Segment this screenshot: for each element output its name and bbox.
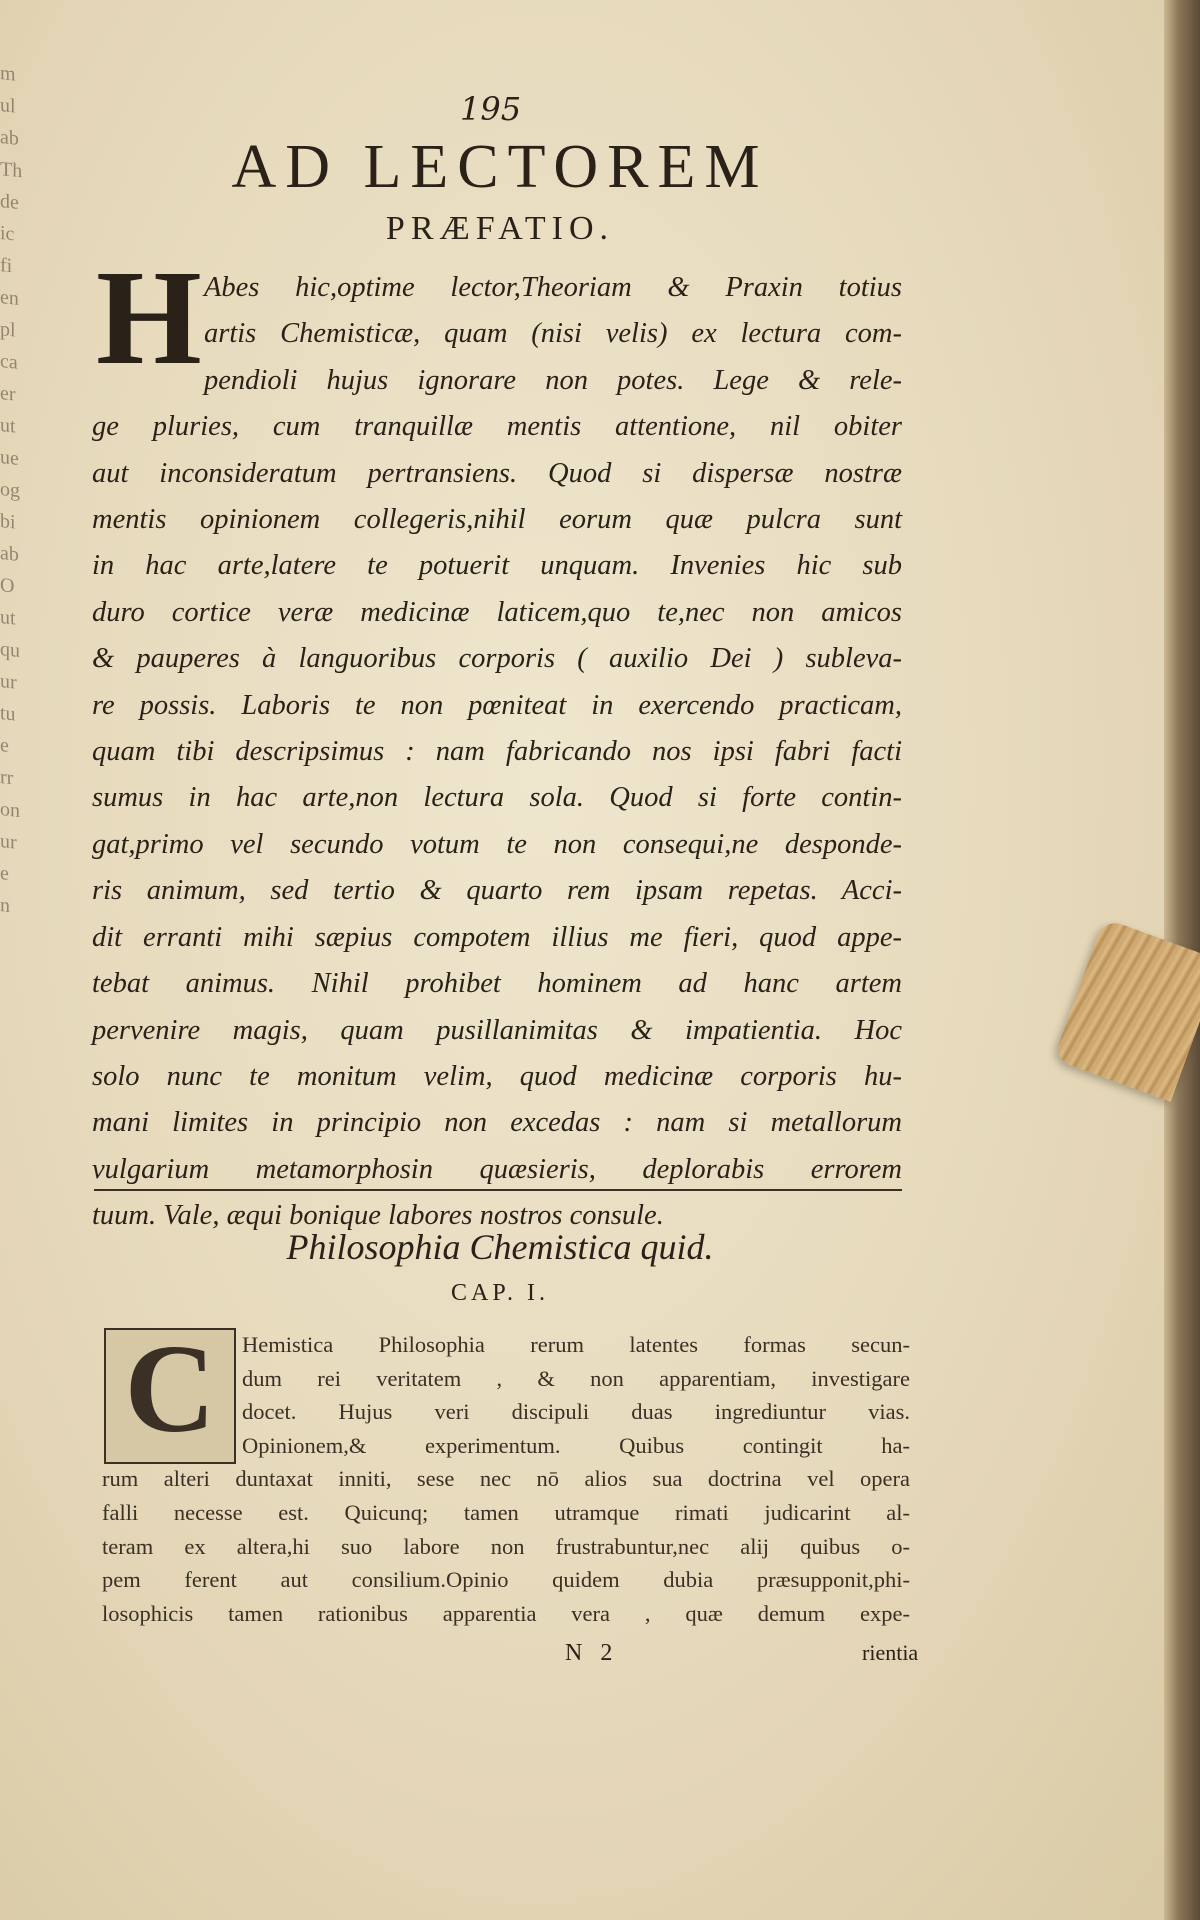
preface-line: mentis opinionem collegeris,nihil eorum quæ pulcra sunt	[92, 504, 902, 536]
preface-line: sumus in hac arte,non lectura sola. Quod si forte contin-	[92, 782, 902, 814]
chapter-line: Hemistica Philosophia rerum latentes formas secun-	[242, 1332, 910, 1357]
preface-text	[92, 265, 902, 1240]
page-subtitle: PRÆFATIO.	[385, 210, 615, 247]
ornamental-initial-letter: C	[124, 1320, 216, 1459]
signature-mark: N 2	[565, 1640, 619, 1666]
preface-line: duro cortice veræ medicinæ laticem,quo te,nec non amicos	[92, 596, 902, 628]
preface-line: in hac arte,latere te potuerit unquam. Invenies hic sub	[92, 550, 902, 582]
preface-drop-cap: H	[96, 243, 202, 393]
preface-line: tuum. Vale, æqui bonique labores nostros consule.	[92, 1200, 664, 1232]
chapter-line: falli necesse est. Quicunq; tamen utramque rimati judicarint al-	[102, 1499, 910, 1525]
page-number: 195	[460, 90, 522, 128]
preface-line: dit erranti mihi sæpius compotem illius me fieri, quod appe-	[92, 921, 902, 953]
preface-line: pendioli hujus ignorare non potes. Lege & rele-	[204, 364, 902, 396]
section-divider	[94, 1189, 902, 1191]
chapter-title: Philosophia Chemistica quid.	[286, 1227, 714, 1267]
page-title: AD LECTOREM	[231, 133, 769, 201]
preface-line: Abes hic,optime lector,Theoriam & Praxin totius	[204, 272, 902, 303]
preface-line: mani limites in principio non excedas : nam si metallorum	[92, 1107, 902, 1139]
preface-line: vulgarium metamorphosin quæsieris, deplorabis errorem	[92, 1153, 902, 1185]
catchword: rientia	[862, 1640, 919, 1665]
preface-line: artis Chemisticæ, quam (nisi velis) ex lectura com-	[204, 318, 902, 350]
page-weight-brush	[1053, 918, 1200, 1102]
preface-line: pervenire magis, quam pusillanimitas & impatientia. Hoc	[92, 1014, 902, 1046]
chapter-line: pem ferent aut consilium.Opinio quidem dubia præsupponit,phi-	[102, 1567, 910, 1593]
preface-line: aut inconsideratum pertransiens. Quod si dispersæ nostræ	[92, 457, 902, 489]
preface-line: solo nunc te monitum velim, quod medicinæ corporis hu-	[92, 1060, 902, 1092]
chapter-line: teram ex altera,hi suo labore non frustrabuntur,nec alij quibus o-	[102, 1533, 910, 1559]
chapter-number: CAP. I.	[450, 1280, 550, 1306]
chapter-line: losophicis tamen rationibus apparentia vera , quæ demum expe-	[102, 1600, 910, 1626]
chapter-line: Opinionem,& experimentum. Quibus contingit ha-	[242, 1432, 910, 1458]
opposite-page-bleed-through: m ul ab Th de ic fi en pl ca er ut ue og bi ab O ut qu ur tu e rr on ur e n	[0, 61, 23, 918]
preface-line: tebat animus. Nihil prohibet hominem ad hanc artem	[92, 968, 902, 1000]
chapter-line: dum rei veritatem , & non apparentiam, investigare	[242, 1365, 910, 1391]
chapter-line: rum alteri duntaxat inniti, sese nec nō alios sua doctrina vel opera	[102, 1466, 910, 1492]
preface-line: re possis. Laboris te non pœniteat in exercendo practicam,	[92, 689, 902, 721]
chapter-line: docet. Hujus veri discipuli duas ingrediuntur vias.	[242, 1399, 910, 1425]
preface-line: ris animum, sed tertio & quarto rem ipsam repetas. Acci-	[92, 875, 902, 907]
preface-line: ge pluries, cum tranquillæ mentis attentione, nil obiter	[92, 411, 902, 443]
preface-line: gat,primo vel secundo votum te non consequi,ne desponde-	[92, 828, 902, 860]
preface-line: & pauperes à languoribus corporis ( auxilio Dei ) subleva-	[92, 643, 902, 675]
chapter-text	[102, 1320, 910, 1630]
preface-line: quam tibi descripsimus : nam fabricando nos ipsi fabri facti	[92, 736, 902, 768]
